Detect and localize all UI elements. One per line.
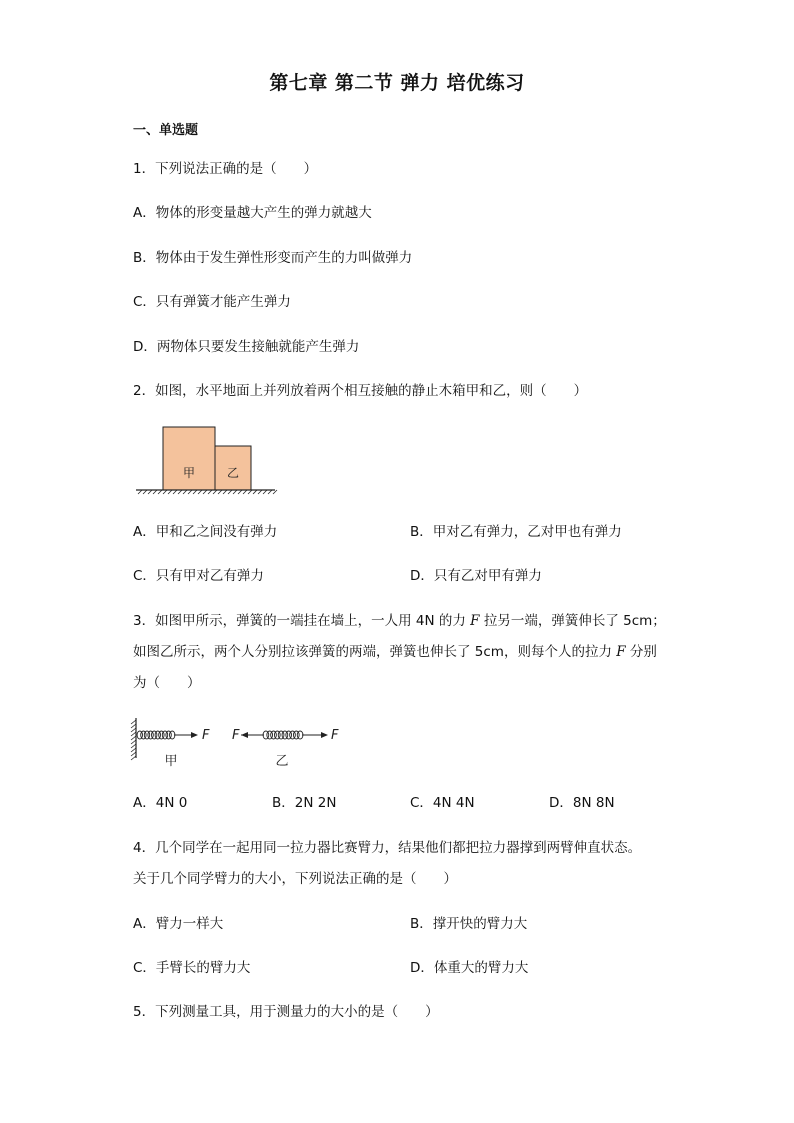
q4-option-c[interactable]: C．手臂长的臂力大 <box>133 960 251 976</box>
q4-option-b[interactable]: B．撑开快的臂力大 <box>410 916 528 932</box>
q3-option-d[interactable]: D．8N 8N <box>549 795 615 811</box>
ground-hatching <box>138 490 277 494</box>
q1-option-b[interactable]: B．物体由于发生弹性形变而产生的力叫做弹力 <box>133 250 413 266</box>
label-yi: 乙 <box>275 754 289 769</box>
q3-option-b[interactable]: B．2N 2N <box>272 795 337 811</box>
q1-option-c[interactable]: C．只有弹簧才能产生弹力 <box>133 294 291 310</box>
q2-option-d[interactable]: D．只有乙对甲有弹力 <box>410 568 542 584</box>
q2-option-b[interactable]: B．甲对乙有弹力，乙对甲也有弹力 <box>410 524 622 540</box>
spring-yi <box>263 731 303 739</box>
arrowhead-yi-right <box>321 732 328 738</box>
q4-stem-line2: 关于几个同学臂力的大小，下列说法正确的是（ ） <box>133 871 457 887</box>
q4-stem-line1: 4．几个同学在一起用同一拉力器比赛臂力，结果他们都把拉力器撑到两臂伸直状态。 <box>133 840 642 856</box>
q1-stem: 1．下列说法正确的是（ ） <box>133 161 318 177</box>
q3-option-a[interactable]: A．4N 0 <box>133 795 188 811</box>
arrowhead-jia <box>191 732 198 738</box>
box-yi-label: 乙 <box>226 466 240 480</box>
force-label-yi-right: F <box>331 728 339 743</box>
q3-option-c[interactable]: C．4N 4N <box>410 795 475 811</box>
q3-stem-line3: 为（ ） <box>133 675 201 691</box>
q4-option-d[interactable]: D．体重大的臂力大 <box>410 960 529 976</box>
q2-stem: 2．如图，水平地面上并列放着两个相互接触的静止木箱甲和乙，则（ ） <box>133 383 588 399</box>
q5-stem: 5．下列测量工具，用于测量力的大小的是（ ） <box>133 1004 439 1020</box>
box-jia-label: 甲 <box>182 466 196 480</box>
wall-hatching <box>131 720 136 760</box>
box-jia <box>163 427 215 490</box>
page-title: 第七章 第二节 弹力 培优练习 <box>269 72 525 94</box>
q4-option-a[interactable]: A．臂力一样大 <box>133 916 224 932</box>
q3-spring-figure <box>128 716 348 772</box>
force-label-jia: F <box>202 728 210 743</box>
force-symbol: F <box>470 613 480 629</box>
section-heading: 一、单选题 <box>133 123 199 138</box>
q3-stem-line2: 如图乙所示，两个人分别拉该弹簧的两端，弹簧也伸长了 5cm，则每个人的拉力 F 分别 <box>133 644 657 660</box>
label-jia: 甲 <box>164 754 178 769</box>
spring-jia <box>137 731 175 739</box>
q2-option-c[interactable]: C．只有甲对乙有弹力 <box>133 568 264 584</box>
force-symbol: F <box>616 644 626 660</box>
force-label-yi-left: F <box>232 728 240 743</box>
q2-option-a[interactable]: A．甲和乙之间没有弹力 <box>133 524 278 540</box>
q2-boxes-figure <box>130 420 280 500</box>
q1-option-a[interactable]: A．物体的形变量越大产生的弹力就越大 <box>133 205 372 221</box>
q3-stem-line1: 3．如图甲所示，弹簧的一端挂在墙上，一人用 4N 的力 F 拉另一端，弹簧伸长了 5cm； <box>133 613 666 629</box>
q1-option-d[interactable]: D．两物体只要发生接触就能产生弹力 <box>133 339 360 355</box>
